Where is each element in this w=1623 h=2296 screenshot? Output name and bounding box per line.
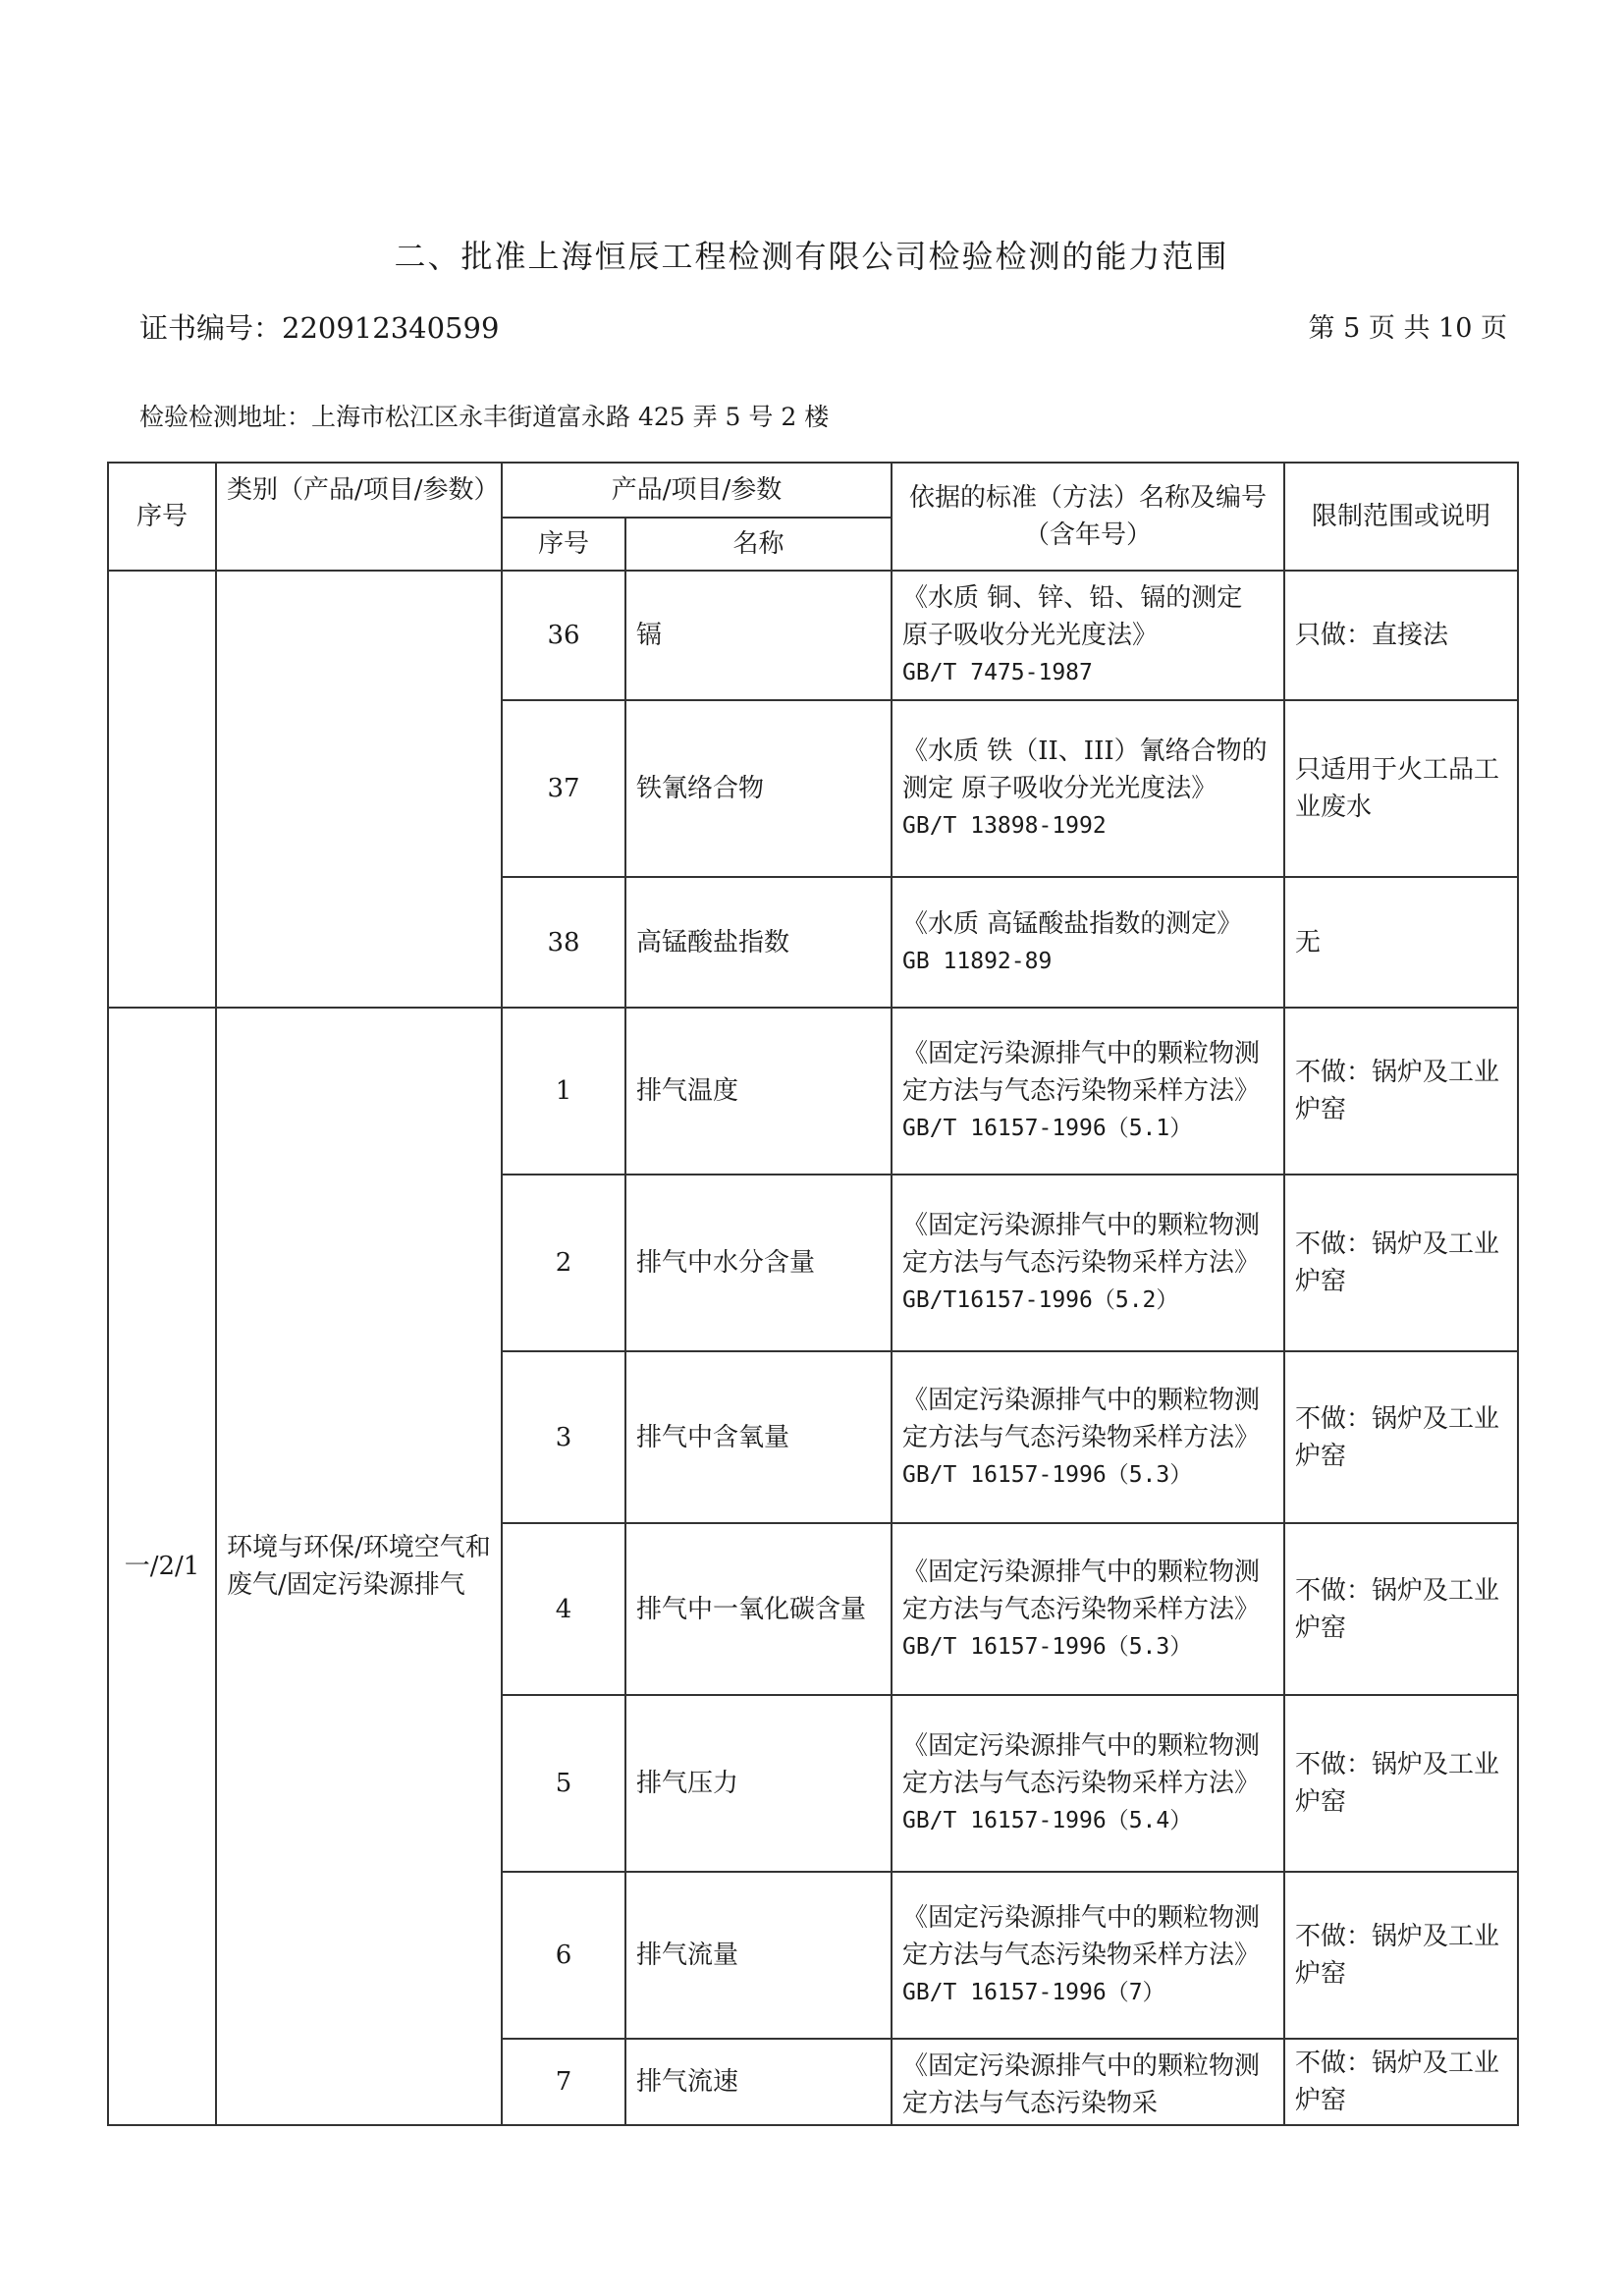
standard-cell — [892, 2039, 1284, 2125]
standard-name: 《固定污染源排气中的颗粒物测定方法与气态污染物采 — [902, 2051, 1261, 2118]
item-name: 铁氰络合物 — [625, 700, 892, 877]
standard-code: GB/T 16157-1996（5.1） — [902, 1116, 1193, 1141]
limit-cell: 不做：锅炉及工业炉窑 — [1284, 1008, 1518, 1175]
group2-seq: 一/2/1 — [108, 1008, 216, 2125]
standard-cell — [892, 571, 1284, 700]
header-product-group: 产品/项目/参数 — [502, 463, 892, 518]
standard-name: 《固定污染源排气中的颗粒物测定方法与气态污染物采样方法》 — [902, 1903, 1261, 1970]
group1-seq — [108, 571, 216, 1008]
item-seq: 1 — [502, 1008, 625, 1175]
limit-cell: 不做：锅炉及工业炉窑 — [1284, 2039, 1518, 2125]
item-name: 排气温度 — [625, 1008, 892, 1175]
limit-cell: 不做：锅炉及工业炉窑 — [1284, 1695, 1518, 1872]
item-seq: 6 — [502, 1872, 625, 2039]
item-seq: 5 — [502, 1695, 625, 1872]
standard-name: 《固定污染源排气中的颗粒物测定方法与气态污染物采样方法》 — [902, 1211, 1261, 1278]
limit-cell: 不做：锅炉及工业炉窑 — [1284, 1523, 1518, 1695]
limit-cell: 不做：锅炉及工业炉窑 — [1284, 1872, 1518, 2039]
standard-name: 《固定污染源排气中的颗粒物测定方法与气态污染物采样方法》 — [902, 1039, 1261, 1106]
standard-cell — [892, 1175, 1284, 1351]
standard-code: GB/T 13898-1992 — [902, 813, 1107, 839]
standard-code: GB/T 16157-1996（7） — [902, 1980, 1165, 2005]
item-seq: 38 — [502, 877, 625, 1008]
capability-table — [107, 462, 1519, 2126]
standard-name: 《水质 高锰酸盐指数的测定》 — [902, 908, 1243, 939]
inspection-address: 检验检测地址：上海市松江区永丰街道富永路 425 弄 5 号 2 楼 — [139, 403, 830, 431]
table-header-row — [108, 463, 1518, 518]
standard-name: 《水质 铁（II、III）氰络合物的测定 原子吸收分光光度法》 — [902, 737, 1268, 803]
standard-code: GB/T 16157-1996（5.3） — [902, 1461, 1193, 1488]
header-standard: 依据的标准（方法）名称及编号（含年号） — [892, 463, 1284, 571]
table-row — [108, 571, 1518, 700]
limit-cell: 只适用于火工品工业废水 — [1284, 700, 1518, 877]
standard-code: GB/T 16157-1996（5.3） — [902, 1633, 1193, 1660]
standard-code: GB 11892-89 — [902, 948, 1053, 974]
item-seq: 4 — [502, 1523, 625, 1695]
page-info: 第 5 页 共 10 页 — [1308, 313, 1507, 344]
item-name: 排气中一氧化碳含量 — [625, 1523, 892, 1695]
standard-name: 《固定污染源排气中的颗粒物测定方法与气态污染物采样方法》 — [902, 1557, 1261, 1624]
header-category: 类别（产品/项目/参数） — [216, 463, 502, 571]
limit-cell: 不做：锅炉及工业炉窑 — [1284, 1351, 1518, 1523]
item-name: 排气流量 — [625, 1872, 892, 2039]
standard-cell — [892, 1695, 1284, 1872]
limit-cell: 不做：锅炉及工业炉窑 — [1284, 1175, 1518, 1351]
item-name: 排气中水分含量 — [625, 1175, 892, 1351]
item-seq: 36 — [502, 571, 625, 700]
item-seq: 3 — [502, 1351, 625, 1523]
standard-name: 《固定污染源排气中的颗粒物测定方法与气态污染物采样方法》 — [902, 1731, 1261, 1798]
standard-code: GB/T 16157-1996（5.4） — [902, 1808, 1193, 1833]
standard-name: 《固定污染源排气中的颗粒物测定方法与气态污染物采样方法》 — [902, 1385, 1261, 1452]
group2-category: 环境与环保/环境空气和废气/固定污染源排气 — [216, 1008, 502, 2125]
limit-cell: 无 — [1284, 877, 1518, 1008]
header-sub-name: 名称 — [625, 518, 892, 571]
standard-name: 《水质 铜、锌、铅、镉的测定 原子吸收分光光度法》 — [902, 583, 1243, 650]
header-limit: 限制范围或说明 — [1284, 463, 1518, 571]
standard-cell — [892, 1872, 1284, 2039]
item-name: 镉 — [625, 571, 892, 700]
standard-code: GB/T16157-1996（5.2） — [902, 1287, 1179, 1313]
standard-code: GB/T 7475-1987 — [902, 660, 1093, 685]
standard-cell — [892, 877, 1284, 1008]
item-name: 高锰酸盐指数 — [625, 877, 892, 1008]
item-name: 排气流速 — [625, 2039, 892, 2125]
item-name: 排气压力 — [625, 1695, 892, 1872]
certificate-number: 证书编号：220912340599 — [139, 311, 500, 345]
page-title: 二、批准上海恒辰工程检测有限公司检验检测的能力范围 — [394, 238, 1229, 275]
header-sub-seq: 序号 — [502, 518, 625, 571]
standard-cell — [892, 1351, 1284, 1523]
group1-category — [216, 571, 502, 1008]
item-name: 排气中含氧量 — [625, 1351, 892, 1523]
table-row — [108, 1008, 1518, 1175]
standard-cell — [892, 1523, 1284, 1695]
item-seq: 7 — [502, 2039, 625, 2125]
standard-cell — [892, 1008, 1284, 1175]
item-seq: 37 — [502, 700, 625, 877]
item-seq: 2 — [502, 1175, 625, 1351]
header-seq: 序号 — [108, 463, 216, 571]
limit-cell: 只做：直接法 — [1284, 571, 1518, 700]
standard-cell — [892, 700, 1284, 877]
